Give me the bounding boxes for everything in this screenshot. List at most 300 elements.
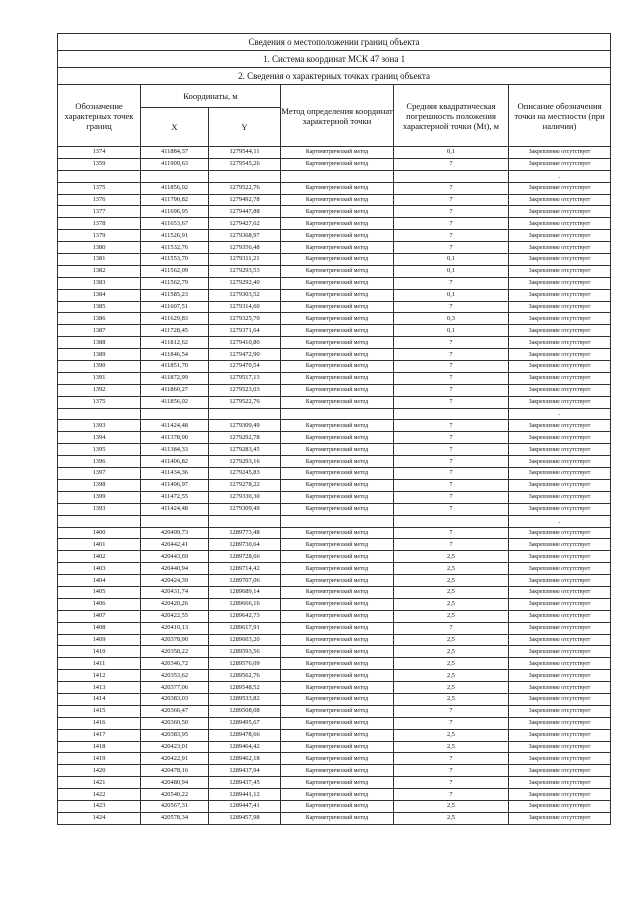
table-row — [58, 527, 611, 539]
accuracy-cell: 7 — [394, 527, 509, 539]
table-row — [58, 705, 611, 717]
separator-row — [58, 170, 611, 182]
separator-cell — [58, 515, 141, 527]
x-coordinate-cell: 411696,95 — [141, 206, 209, 218]
x-coordinate-cell: 420540,22 — [141, 789, 209, 801]
separator-cell — [281, 408, 394, 420]
method-cell: Картометрический метод — [281, 765, 394, 777]
description-cell: Закрепление отсутствует — [509, 254, 611, 266]
accuracy-cell: 2,5 — [394, 812, 509, 824]
description-cell: Закрепление отсутствует — [509, 147, 611, 159]
method-cell: Картометрический метод — [281, 468, 394, 480]
x-coordinate-cell: 420366,47 — [141, 705, 209, 717]
separator-cell — [394, 170, 509, 182]
accuracy-cell: 7 — [394, 396, 509, 408]
accuracy-cell: 7 — [394, 158, 509, 170]
method-cell: Картометрический метод — [281, 289, 394, 301]
accuracy-cell: 2,5 — [394, 598, 509, 610]
point-id-cell: 1389 — [58, 349, 141, 361]
table-row — [58, 800, 611, 812]
y-coordinate-cell: 1279303,52 — [209, 289, 281, 301]
accuracy-cell: 2,5 — [394, 551, 509, 563]
table-row — [58, 765, 611, 777]
method-cell: Картометрический метод — [281, 563, 394, 575]
accuracy-cell: 7 — [394, 372, 509, 384]
description-cell: Закрепление отсутствует — [509, 456, 611, 468]
method-cell: Картометрический метод — [281, 479, 394, 491]
accuracy-cell: 7 — [394, 194, 509, 206]
point-id-cell: 1406 — [58, 598, 141, 610]
accuracy-cell: 7 — [394, 444, 509, 456]
method-cell: Картометрический метод — [281, 777, 394, 789]
method-cell: Картометрический метод — [281, 361, 394, 373]
accuracy-cell: 2,5 — [394, 729, 509, 741]
x-coordinate-cell: 411790,82 — [141, 194, 209, 206]
table-row — [58, 242, 611, 254]
y-coordinate-cell: 1279492,78 — [209, 194, 281, 206]
x-coordinate-cell: 420480,94 — [141, 777, 209, 789]
point-id-cell: 1413 — [58, 682, 141, 694]
x-coordinate-cell: 411585,23 — [141, 289, 209, 301]
description-cell: Закрепление отсутствует — [509, 242, 611, 254]
accuracy-cell: 7 — [394, 301, 509, 313]
accuracy-cell: 7 — [394, 503, 509, 515]
point-id-cell: 1421 — [58, 777, 141, 789]
x-coordinate-cell: 411653,67 — [141, 218, 209, 230]
method-cell: Картометрический метод — [281, 598, 394, 610]
description-cell: Закрепление отсутствует — [509, 777, 611, 789]
y-coordinate-cell: 1279292,78 — [209, 432, 281, 444]
y-coordinate-cell: 1279523,03 — [209, 384, 281, 396]
y-coordinate-cell: 1289437,45 — [209, 777, 281, 789]
y-coordinate-cell: 1279522,76 — [209, 396, 281, 408]
point-id-cell: 1408 — [58, 622, 141, 634]
x-coordinate-cell: 411884,37 — [141, 147, 209, 159]
y-coordinate-cell: 1289533,82 — [209, 693, 281, 705]
y-coordinate-cell: 1289617,91 — [209, 622, 281, 634]
accuracy-cell: 7 — [394, 420, 509, 432]
accuracy-cell: 7 — [394, 777, 509, 789]
y-coordinate-cell: 1289562,76 — [209, 670, 281, 682]
accuracy-cell: 7 — [394, 349, 509, 361]
method-cell: Картометрический метод — [281, 432, 394, 444]
point-id-cell: 1375 — [58, 182, 141, 194]
point-id-cell: 1417 — [58, 729, 141, 741]
table-row — [58, 147, 611, 159]
method-cell: Картометрический метод — [281, 527, 394, 539]
x-coordinate-cell: 420353,62 — [141, 670, 209, 682]
point-id-cell: 1399 — [58, 491, 141, 503]
table-row — [58, 753, 611, 765]
x-coordinate-cell: 411812,62 — [141, 337, 209, 349]
method-cell: Картометрический метод — [281, 325, 394, 337]
x-coordinate-cell: 411472,55 — [141, 491, 209, 503]
description-cell: Закрепление отсутствует — [509, 729, 611, 741]
method-cell: Картометрический метод — [281, 254, 394, 266]
point-id-cell: 1403 — [58, 563, 141, 575]
description-cell: Закрепление отсутствует — [509, 277, 611, 289]
accuracy-cell: 0,1 — [394, 289, 509, 301]
description-cell: Закрепление отсутствует — [509, 670, 611, 682]
description-cell: Закрепление отсутствует — [509, 812, 611, 824]
y-coordinate-cell: 1279245,83 — [209, 468, 281, 480]
method-cell: Картометрический метод — [281, 384, 394, 396]
table-row — [58, 563, 611, 575]
x-coordinate-cell: 411424,48 — [141, 503, 209, 515]
separator-mark: - — [509, 170, 611, 182]
table-row — [58, 254, 611, 266]
y-coordinate-cell: 1289714,42 — [209, 563, 281, 575]
x-coordinate-cell: 411607,51 — [141, 301, 209, 313]
description-cell: Закрепление отсутствует — [509, 349, 611, 361]
point-id-cell: 1393 — [58, 420, 141, 432]
section-caption: 2. Сведения о характерных точках границ объекта — [58, 68, 611, 85]
accuracy-cell: 0,3 — [394, 313, 509, 325]
description-cell: Закрепление отсутствует — [509, 753, 611, 765]
method-cell: Картометрический метод — [281, 456, 394, 468]
method-cell: Картометрический метод — [281, 789, 394, 801]
description-column-header: Описание обозначения точки на местности (при наличии) — [509, 85, 611, 147]
method-cell: Картометрический метод — [281, 729, 394, 741]
table-row — [58, 432, 611, 444]
description-cell: Закрепление отсутствует — [509, 479, 611, 491]
coordinates-sheet — [57, 33, 610, 825]
separator-mark: - — [509, 408, 611, 420]
coordinate-system-caption: 1. Система координат МСК 47 зона 1 — [58, 51, 611, 68]
accuracy-cell: 2,5 — [394, 646, 509, 658]
description-cell: Закрепление отсутствует — [509, 301, 611, 313]
description-cell: Закрепление отсутствует — [509, 765, 611, 777]
table-row — [58, 789, 611, 801]
method-cell: Картометрический метод — [281, 539, 394, 551]
accuracy-cell: 2,5 — [394, 682, 509, 694]
accuracy-cell: 2,5 — [394, 586, 509, 598]
table-row — [58, 539, 611, 551]
x-coordinate-cell: 420422,55 — [141, 610, 209, 622]
x-coordinate-cell: 420442,41 — [141, 539, 209, 551]
method-cell: Картометрический метод — [281, 741, 394, 753]
accuracy-cell: 7 — [394, 479, 509, 491]
x-coordinate-cell: 411856,02 — [141, 182, 209, 194]
point-id-cell: 1397 — [58, 468, 141, 480]
method-cell: Картометрический метод — [281, 682, 394, 694]
table-row — [58, 384, 611, 396]
table-row — [58, 693, 611, 705]
description-cell: Закрепление отсутствует — [509, 693, 611, 705]
point-id-cell: 1422 — [58, 789, 141, 801]
x-coordinate-cell: 411434,36 — [141, 468, 209, 480]
point-id-cell: 1390 — [58, 361, 141, 373]
y-coordinate-cell: 1279292,40 — [209, 277, 281, 289]
description-cell: Закрепление отсутствует — [509, 337, 611, 349]
y-coordinate-cell: 1279447,88 — [209, 206, 281, 218]
accuracy-cell: 7 — [394, 361, 509, 373]
accuracy-cell: 7 — [394, 753, 509, 765]
point-id-cell: 1401 — [58, 539, 141, 551]
point-id-cell: 1374 — [58, 147, 141, 159]
accuracy-cell: 7 — [394, 765, 509, 777]
y-coordinate-cell: 1289457,98 — [209, 812, 281, 824]
accuracy-cell: 7 — [394, 705, 509, 717]
description-cell: Закрепление отсутствует — [509, 539, 611, 551]
point-id-cell: 1407 — [58, 610, 141, 622]
table-row — [58, 491, 611, 503]
method-cell: Картометрический метод — [281, 812, 394, 824]
accuracy-cell: 7 — [394, 717, 509, 729]
description-cell: Закрепление отсутствует — [509, 658, 611, 670]
y-coordinate-cell: 1289464,42 — [209, 741, 281, 753]
x-coordinate-cell: 411553,70 — [141, 254, 209, 266]
accuracy-cell: 7 — [394, 432, 509, 444]
description-cell: Закрепление отсутствует — [509, 384, 611, 396]
y-coordinate-cell: 1279325,70 — [209, 313, 281, 325]
table-row — [58, 551, 611, 563]
method-cell: Картометрический метод — [281, 218, 394, 230]
accuracy-cell: 7 — [394, 337, 509, 349]
table-row — [58, 194, 611, 206]
method-cell: Картометрический метод — [281, 313, 394, 325]
table-row — [58, 158, 611, 170]
point-id-cell: 1414 — [58, 693, 141, 705]
point-id-cell: 1409 — [58, 634, 141, 646]
separator-cell — [209, 408, 281, 420]
description-cell: Закрепление отсутствует — [509, 361, 611, 373]
separator-cell — [394, 515, 509, 527]
table-row — [58, 361, 611, 373]
separator-cell — [281, 515, 394, 527]
point-id-cell: 1404 — [58, 575, 141, 587]
separator-cell — [281, 170, 394, 182]
description-cell: Закрепление отсутствует — [509, 575, 611, 587]
accuracy-cell: 7 — [394, 242, 509, 254]
method-cell: Картометрический метод — [281, 693, 394, 705]
separator-cell — [394, 408, 509, 420]
x-column-header: X — [141, 108, 209, 147]
description-cell: Закрепление отсутствует — [509, 586, 611, 598]
y-coordinate-cell: 1279309,49 — [209, 420, 281, 432]
y-coordinate-cell: 1279311,21 — [209, 254, 281, 266]
method-cell: Картометрический метод — [281, 194, 394, 206]
point-id-cell: 1380 — [58, 242, 141, 254]
x-coordinate-cell: 411406,82 — [141, 456, 209, 468]
method-cell: Картометрический метод — [281, 491, 394, 503]
separator-cell — [141, 170, 209, 182]
x-coordinate-cell: 411384,33 — [141, 444, 209, 456]
coordinates-column-header: Координаты, м — [141, 85, 281, 108]
y-coordinate-cell: 1279371,64 — [209, 325, 281, 337]
description-cell: Закрепление отсутствует — [509, 527, 611, 539]
point-id-cell: 1376 — [58, 194, 141, 206]
method-cell: Картометрический метод — [281, 444, 394, 456]
y-coordinate-cell: 1289593,56 — [209, 646, 281, 658]
table-row — [58, 265, 611, 277]
x-coordinate-cell: 420443,69 — [141, 551, 209, 563]
method-cell: Картометрический метод — [281, 634, 394, 646]
x-coordinate-cell: 420420,26 — [141, 598, 209, 610]
x-coordinate-cell: 420360,50 — [141, 717, 209, 729]
accuracy-cell: 2,5 — [394, 800, 509, 812]
method-cell: Картометрический метод — [281, 575, 394, 587]
x-coordinate-cell: 420422,91 — [141, 753, 209, 765]
y-coordinate-cell: 1289508,08 — [209, 705, 281, 717]
table-body — [58, 147, 611, 825]
separator-cell — [209, 170, 281, 182]
description-cell: Закрепление отсутствует — [509, 432, 611, 444]
description-cell: Закрепление отсутствует — [509, 206, 611, 218]
x-coordinate-cell: 411562,79 — [141, 277, 209, 289]
y-coordinate-cell: 1279517,13 — [209, 372, 281, 384]
y-coordinate-cell: 1289441,12 — [209, 789, 281, 801]
y-coordinate-cell: 1289773,48 — [209, 527, 281, 539]
point-id-cell: 1416 — [58, 717, 141, 729]
y-column-header: Y — [209, 108, 281, 147]
x-coordinate-cell: 420478,16 — [141, 765, 209, 777]
description-cell: Закрепление отсутствует — [509, 789, 611, 801]
y-coordinate-cell: 1289642,73 — [209, 610, 281, 622]
table-row — [58, 586, 611, 598]
point-id-cell: 1377 — [58, 206, 141, 218]
y-coordinate-cell: 1279545,26 — [209, 158, 281, 170]
y-coordinate-cell: 1289548,52 — [209, 682, 281, 694]
table-row — [58, 682, 611, 694]
description-cell: Закрепление отсутствует — [509, 194, 611, 206]
point-id-cell: 1423 — [58, 800, 141, 812]
accuracy-cell: 7 — [394, 468, 509, 480]
description-cell: Закрепление отсутствует — [509, 158, 611, 170]
y-coordinate-cell: 1279293,16 — [209, 456, 281, 468]
x-coordinate-cell: 420578,34 — [141, 812, 209, 824]
y-coordinate-cell: 1289728,66 — [209, 551, 281, 563]
x-coordinate-cell: 420377,06 — [141, 682, 209, 694]
table-row — [58, 717, 611, 729]
description-cell: Закрепление отсутствует — [509, 230, 611, 242]
x-coordinate-cell: 411424,48 — [141, 420, 209, 432]
method-cell: Картометрический метод — [281, 277, 394, 289]
method-cell: Картометрический метод — [281, 242, 394, 254]
x-coordinate-cell: 411562,09 — [141, 265, 209, 277]
table-row — [58, 812, 611, 824]
accuracy-cell: 2,5 — [394, 741, 509, 753]
separator-row — [58, 408, 611, 420]
table-row — [58, 610, 611, 622]
point-id-cell: 1391 — [58, 372, 141, 384]
method-cell: Картометрический метод — [281, 800, 394, 812]
accuracy-cell: 2,5 — [394, 563, 509, 575]
table-row — [58, 372, 611, 384]
x-coordinate-cell: 420567,31 — [141, 800, 209, 812]
description-cell: Закрепление отсутствует — [509, 289, 611, 301]
description-cell: Закрепление отсутствует — [509, 313, 611, 325]
x-coordinate-cell: 420378,90 — [141, 634, 209, 646]
point-id-cell: 1411 — [58, 658, 141, 670]
point-id-cell: 1418 — [58, 741, 141, 753]
table-row — [58, 503, 611, 515]
y-coordinate-cell: 1289437,94 — [209, 765, 281, 777]
table-row — [58, 420, 611, 432]
x-coordinate-cell: 411378,90 — [141, 432, 209, 444]
y-coordinate-cell: 1289666,16 — [209, 598, 281, 610]
x-coordinate-cell: 411860,27 — [141, 384, 209, 396]
accuracy-cell: 7 — [394, 491, 509, 503]
y-coordinate-cell: 1279278,22 — [209, 479, 281, 491]
table-row — [58, 670, 611, 682]
y-coordinate-cell: 1279544,11 — [209, 147, 281, 159]
description-cell: Закрепление отсутствует — [509, 634, 611, 646]
point-id-cell: 1424 — [58, 812, 141, 824]
method-cell: Картометрический метод — [281, 147, 394, 159]
point-id-cell: 1393 — [58, 503, 141, 515]
boundary-points-table — [57, 33, 611, 825]
table-row — [58, 301, 611, 313]
table-row — [58, 218, 611, 230]
x-coordinate-cell: 420358,22 — [141, 646, 209, 658]
point-id-cell: 1386 — [58, 313, 141, 325]
description-cell: Закрепление отсутствует — [509, 705, 611, 717]
table-row — [58, 634, 611, 646]
description-cell: Закрепление отсутствует — [509, 682, 611, 694]
x-coordinate-cell: 420431,74 — [141, 586, 209, 598]
accuracy-cell: 2,5 — [394, 670, 509, 682]
table-row — [58, 230, 611, 242]
y-coordinate-cell: 1279356,48 — [209, 242, 281, 254]
x-coordinate-cell: 420346,72 — [141, 658, 209, 670]
description-cell: Закрепление отсутствует — [509, 372, 611, 384]
y-coordinate-cell: 1279522,76 — [209, 182, 281, 194]
accuracy-cell: 2,5 — [394, 634, 509, 646]
description-cell: Закрепление отсутствует — [509, 491, 611, 503]
y-coordinate-cell: 1279283,45 — [209, 444, 281, 456]
accuracy-cell: 7 — [394, 277, 509, 289]
y-coordinate-cell: 1279410,80 — [209, 337, 281, 349]
description-cell: Закрепление отсутствует — [509, 598, 611, 610]
method-cell: Картометрический метод — [281, 658, 394, 670]
method-cell: Картометрический метод — [281, 551, 394, 563]
table-row — [58, 468, 611, 480]
accuracy-cell: 0,1 — [394, 254, 509, 266]
y-coordinate-cell: 1279472,90 — [209, 349, 281, 361]
description-cell: Закрепление отсутствует — [509, 503, 611, 515]
y-coordinate-cell: 1289603,20 — [209, 634, 281, 646]
description-cell: Закрепление отсутствует — [509, 800, 611, 812]
point-id-cell: 1382 — [58, 265, 141, 277]
method-cell: Картометрический метод — [281, 586, 394, 598]
y-coordinate-cell: 1279293,53 — [209, 265, 281, 277]
method-cell: Картометрический метод — [281, 670, 394, 682]
point-id-cell: 1359 — [58, 158, 141, 170]
table-row — [58, 349, 611, 361]
table-row — [58, 479, 611, 491]
y-coordinate-cell: 1279330,30 — [209, 491, 281, 503]
accuracy-cell: 7 — [394, 539, 509, 551]
accuracy-cell: 0,1 — [394, 265, 509, 277]
accuracy-cell: 7 — [394, 230, 509, 242]
point-id-cell: 1419 — [58, 753, 141, 765]
y-coordinate-cell: 1279309,49 — [209, 503, 281, 515]
accuracy-cell: 7 — [394, 789, 509, 801]
accuracy-cell: 7 — [394, 456, 509, 468]
x-coordinate-cell: 420499,73 — [141, 527, 209, 539]
method-cell: Картометрический метод — [281, 301, 394, 313]
method-cell: Картометрический метод — [281, 265, 394, 277]
point-id-cell: 1415 — [58, 705, 141, 717]
description-cell: Закрепление отсутствует — [509, 551, 611, 563]
method-cell: Картометрический метод — [281, 372, 394, 384]
table-row — [58, 658, 611, 670]
method-cell: Картометрический метод — [281, 420, 394, 432]
point-id-cell: 1384 — [58, 289, 141, 301]
description-cell: Закрепление отсутствует — [509, 265, 611, 277]
method-cell: Картометрический метод — [281, 503, 394, 515]
